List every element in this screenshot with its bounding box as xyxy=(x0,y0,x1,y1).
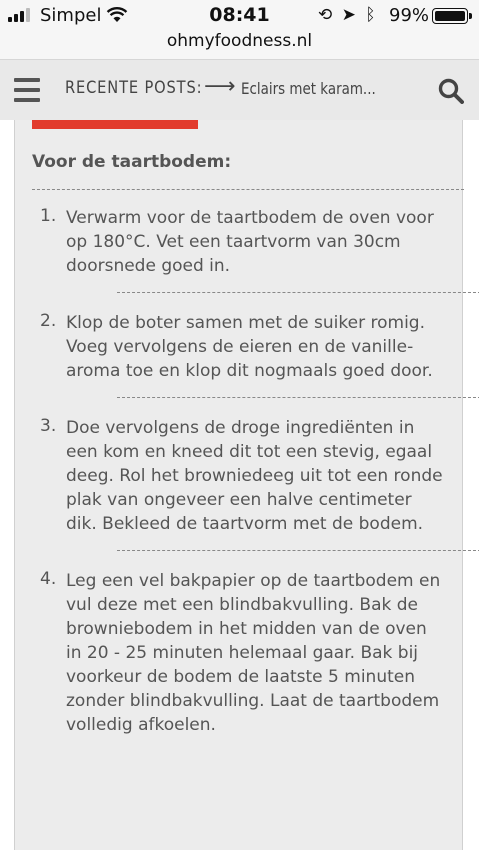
step-text: Verwarm voor de taartbodem de oven voor op 180°C. Vet een taartvorm van 30cm doorsnede goed in. xyxy=(66,208,434,276)
status-time: 08:41 xyxy=(209,4,270,26)
recipe-steps xyxy=(15,206,464,737)
divider xyxy=(32,189,464,190)
recipe-action-button[interactable] xyxy=(32,120,198,129)
step-number: 2. xyxy=(40,311,57,331)
recipe-step xyxy=(15,569,464,737)
site-header xyxy=(0,60,479,120)
step-number: 4. xyxy=(40,569,57,589)
status-bar xyxy=(0,0,479,30)
url-bar[interactable] xyxy=(0,30,479,60)
step-text: Leg een vel bakpapier op de taartbodem en vul deze met een blindbakvulling. Bak de browniebodem in het midden van de oven in 20 - 25 minuten helemaal gaar. Bak bij voorkeur de bodem de laatste 5 minuten zonder blindbakvulling. Laat de taartbodem volledig afkoelen. xyxy=(66,571,441,735)
step-text: Klop de boter samen met de suiker romig. Voeg vervolgens de eieren en de vanille-aroma toe en klop dit nogmaals goed door. xyxy=(66,313,433,381)
recent-posts-label: RECENTE POSTS: xyxy=(65,78,203,98)
step-number: 3. xyxy=(40,416,57,436)
url-text[interactable]: ohmyfoodness.nl xyxy=(166,31,313,51)
step-divider xyxy=(117,550,479,551)
section-title: Voor de taartbodem: xyxy=(32,152,232,172)
recipe-step xyxy=(15,311,464,398)
battery-icon xyxy=(432,8,468,24)
step-divider xyxy=(117,292,479,293)
location-icon: ➤ xyxy=(341,5,356,25)
step-number: 1. xyxy=(40,206,57,226)
step-divider xyxy=(117,397,479,398)
step-text: Doe vervolgens de droge ingrediënten in een kom en kneed dit tot een stevig, egaal deeg. Rol het browniedeeg uit tot een ronde plak van ongeveer een halve centimeter dik. Bekleed de taartvorm met de bodem. xyxy=(66,418,443,534)
search-icon[interactable] xyxy=(438,78,464,104)
recipe-card xyxy=(14,120,463,850)
bluetooth-icon: ᛒ xyxy=(365,5,376,25)
hamburger-icon[interactable] xyxy=(14,78,40,102)
carrier-name: Simpel xyxy=(40,5,102,26)
arrow-right-icon: ⟶ xyxy=(204,74,236,99)
battery-percent: 99% xyxy=(389,5,430,26)
recent-post-link[interactable]: Eclairs met karam... xyxy=(241,79,376,98)
page-content xyxy=(0,120,479,850)
recipe-step xyxy=(15,206,464,293)
recipe-step xyxy=(15,416,464,551)
orientation-lock-icon: ⟲ xyxy=(318,5,333,25)
